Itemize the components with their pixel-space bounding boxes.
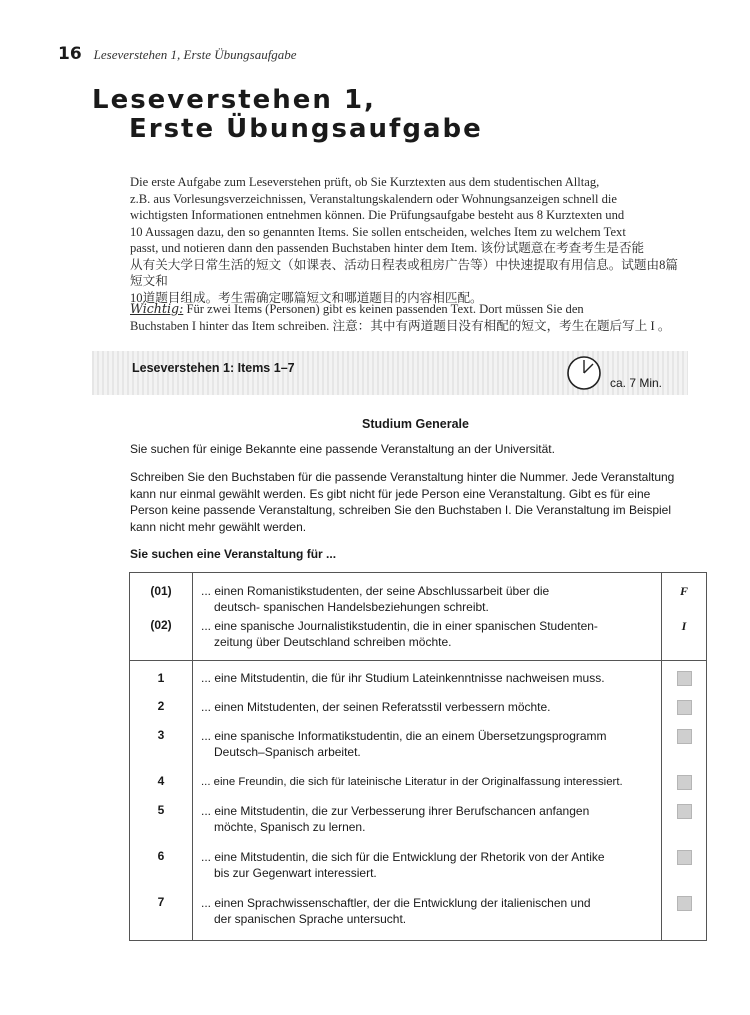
answer-cell[interactable] xyxy=(662,802,707,848)
answer-cell xyxy=(662,573,707,618)
answer-cell[interactable] xyxy=(662,661,707,699)
answer-box[interactable] xyxy=(677,700,692,715)
item-line: ... einen Romanistikstudenten, der seine Abschlussarbeit über die xyxy=(201,584,550,598)
instruction-line: kann nur einmal gewählt werden. Es gibt nicht für jede Person eine Veranstaltung. Gibt es für eine xyxy=(130,486,651,501)
instruction-1: Sie suchen für einige Bekannte eine passende Veranstaltung an der Universität. xyxy=(130,442,555,456)
intro-paragraph xyxy=(130,174,678,306)
item-line: ... eine spanische Informatikstudentin, die an einem Übersetzungsprogramm xyxy=(201,729,607,743)
intro-line: 从有关大学日常生活的短文（如课表、活动日程表或租房广告等）中快速提取有用信息。试题由8篇短文和 xyxy=(130,257,678,288)
intro-line: z.B. aus Vorlesungsverzeichnissen, Veranstaltungskalendern oder Wohnungsanzeigen schnell die xyxy=(130,191,617,206)
intro-line: wichtigsten Informationen entnehmen können. Die Prüfungsaufgabe besteht aus 8 Kurztexten und xyxy=(130,208,625,222)
time-label: ca. 7 Min. xyxy=(610,376,663,390)
answer-cell[interactable] xyxy=(662,848,707,894)
page-number: 16 xyxy=(58,44,82,64)
item-row xyxy=(130,727,707,773)
answer-box[interactable] xyxy=(677,729,692,744)
note-line-1: Für zwei Items (Personen) gibt es keinen passenden Text. Dort müssen Sie den xyxy=(186,302,584,316)
item-row xyxy=(130,848,707,894)
items-table xyxy=(129,572,707,941)
item-text: ... eine Mitstudentin, die für ihr Studium Lateinkenntnisse nachweisen muss. xyxy=(193,661,662,699)
title-line-2: Erste Übungsaufgabe xyxy=(129,114,483,144)
item-row xyxy=(130,698,707,727)
page-title xyxy=(92,86,483,144)
item-number: (02) xyxy=(130,617,193,661)
item-text xyxy=(193,573,662,618)
item-line: bis zur Gegenwart interessiert. xyxy=(214,866,377,880)
intro-line: Die erste Aufgabe zum Leseverstehen prüft, ob Sie Kurztexten aus dem studentischen Alltag, xyxy=(130,175,600,189)
answer-box[interactable] xyxy=(677,850,692,865)
running-title: Leseverstehen 1, Erste Übungsaufgabe xyxy=(93,47,297,62)
section-title: Studium Generale xyxy=(362,417,469,431)
answer-cell[interactable] xyxy=(662,894,707,941)
item-line: ... eine Mitstudentin, die zur Verbesserung ihrer Berufschancen anfangen xyxy=(201,804,590,818)
item-line: ... eine spanische Journalistikstudentin, die in einer spanischen Studenten- xyxy=(201,619,598,633)
answer-box[interactable] xyxy=(677,896,692,911)
item-number: 2 xyxy=(130,698,193,727)
title-line-1: Leseverstehen 1, xyxy=(92,85,376,115)
running-head xyxy=(58,44,297,64)
answer-box[interactable] xyxy=(677,671,692,686)
item-number: 6 xyxy=(130,848,193,894)
item-text xyxy=(193,848,662,894)
task-header: Leseverstehen 1: Items 1–7 xyxy=(132,361,295,375)
example-row xyxy=(130,573,707,618)
answer-box[interactable] xyxy=(677,775,692,790)
instruction-line: Schreiben Sie den Buchstaben für die passende Veranstaltung hinter die Nummer. Jede Veranstaltung xyxy=(130,470,675,484)
intro-line: 10 Aussagen dazu, den so genannten Items. Sie sollen entscheiden, welches Item zu welchem Text xyxy=(130,224,626,239)
item-row xyxy=(130,802,707,848)
item-line: ... eine Mitstudentin, die sich für die Entwicklung der Rhetorik von der Antike xyxy=(201,850,605,864)
item-number: (01) xyxy=(130,573,193,618)
answer-box[interactable] xyxy=(677,804,692,819)
subheading: Sie suchen eine Veranstaltung für ... xyxy=(130,547,337,561)
item-line: deutsch- spanischen Handelsbeziehungen schreibt. xyxy=(214,600,489,614)
item-number: 1 xyxy=(130,661,193,699)
item-text xyxy=(193,727,662,773)
answer-cell[interactable] xyxy=(662,698,707,727)
item-row xyxy=(130,894,707,941)
item-text xyxy=(193,617,662,661)
item-number: 7 xyxy=(130,894,193,941)
item-line: ... einen Sprachwissenschaftler, der die Entwicklung der italienischen und xyxy=(201,896,591,910)
item-row xyxy=(130,661,707,699)
item-line: möchte, Spanisch zu lernen. xyxy=(214,820,366,834)
instruction-2 xyxy=(130,469,710,535)
intro-line: passt, und notieren dann den passenden Buchstaben hinter dem Item. 该份试题意在考查考生是否能 xyxy=(130,241,645,255)
answer-cell xyxy=(662,617,707,661)
item-line: zeitung über Deutschland schreiben möchte. xyxy=(214,635,452,649)
answer-cell[interactable] xyxy=(662,727,707,773)
answer-cell[interactable] xyxy=(662,773,707,802)
item-text xyxy=(193,802,662,848)
intro-line: 10道题目组成。考生需确定哪篇短文和哪道题目的内容相匹配。 xyxy=(130,290,483,305)
instruction-line: kann nicht mehr gewählt werden. xyxy=(130,519,307,534)
item-text: ... eine Freundin, die sich für lateinische Literatur in der Originalfassung interessiert. xyxy=(193,773,662,802)
item-number: 5 xyxy=(130,802,193,848)
item-number: 4 xyxy=(130,773,193,802)
instruction-line: Person keine passende Veranstaltung, schreiben Sie den Buchstaben I. Die Veranstaltung im Beispiel xyxy=(130,503,672,517)
item-row xyxy=(130,773,707,802)
item-text: ... einen Mitstudenten, der seinen Referatsstil verbessern möchte. xyxy=(193,698,662,727)
clock-icon xyxy=(566,355,602,391)
note-line-2: Buchstaben I hinter das Item schreiben. 注意：其中有两道题目没有相配的短文，考生在题后写上 I 。 xyxy=(130,318,671,333)
important-note xyxy=(130,301,678,334)
item-line: Deutsch–Spanisch arbeitet. xyxy=(214,745,361,759)
answer-letter: F xyxy=(679,584,688,598)
note-label: Wichtig: xyxy=(130,301,184,316)
item-number: 3 xyxy=(130,727,193,773)
item-text xyxy=(193,894,662,941)
example-row xyxy=(130,617,707,661)
answer-letter: I xyxy=(681,619,687,633)
item-line: der spanischen Sprache untersucht. xyxy=(214,912,407,926)
